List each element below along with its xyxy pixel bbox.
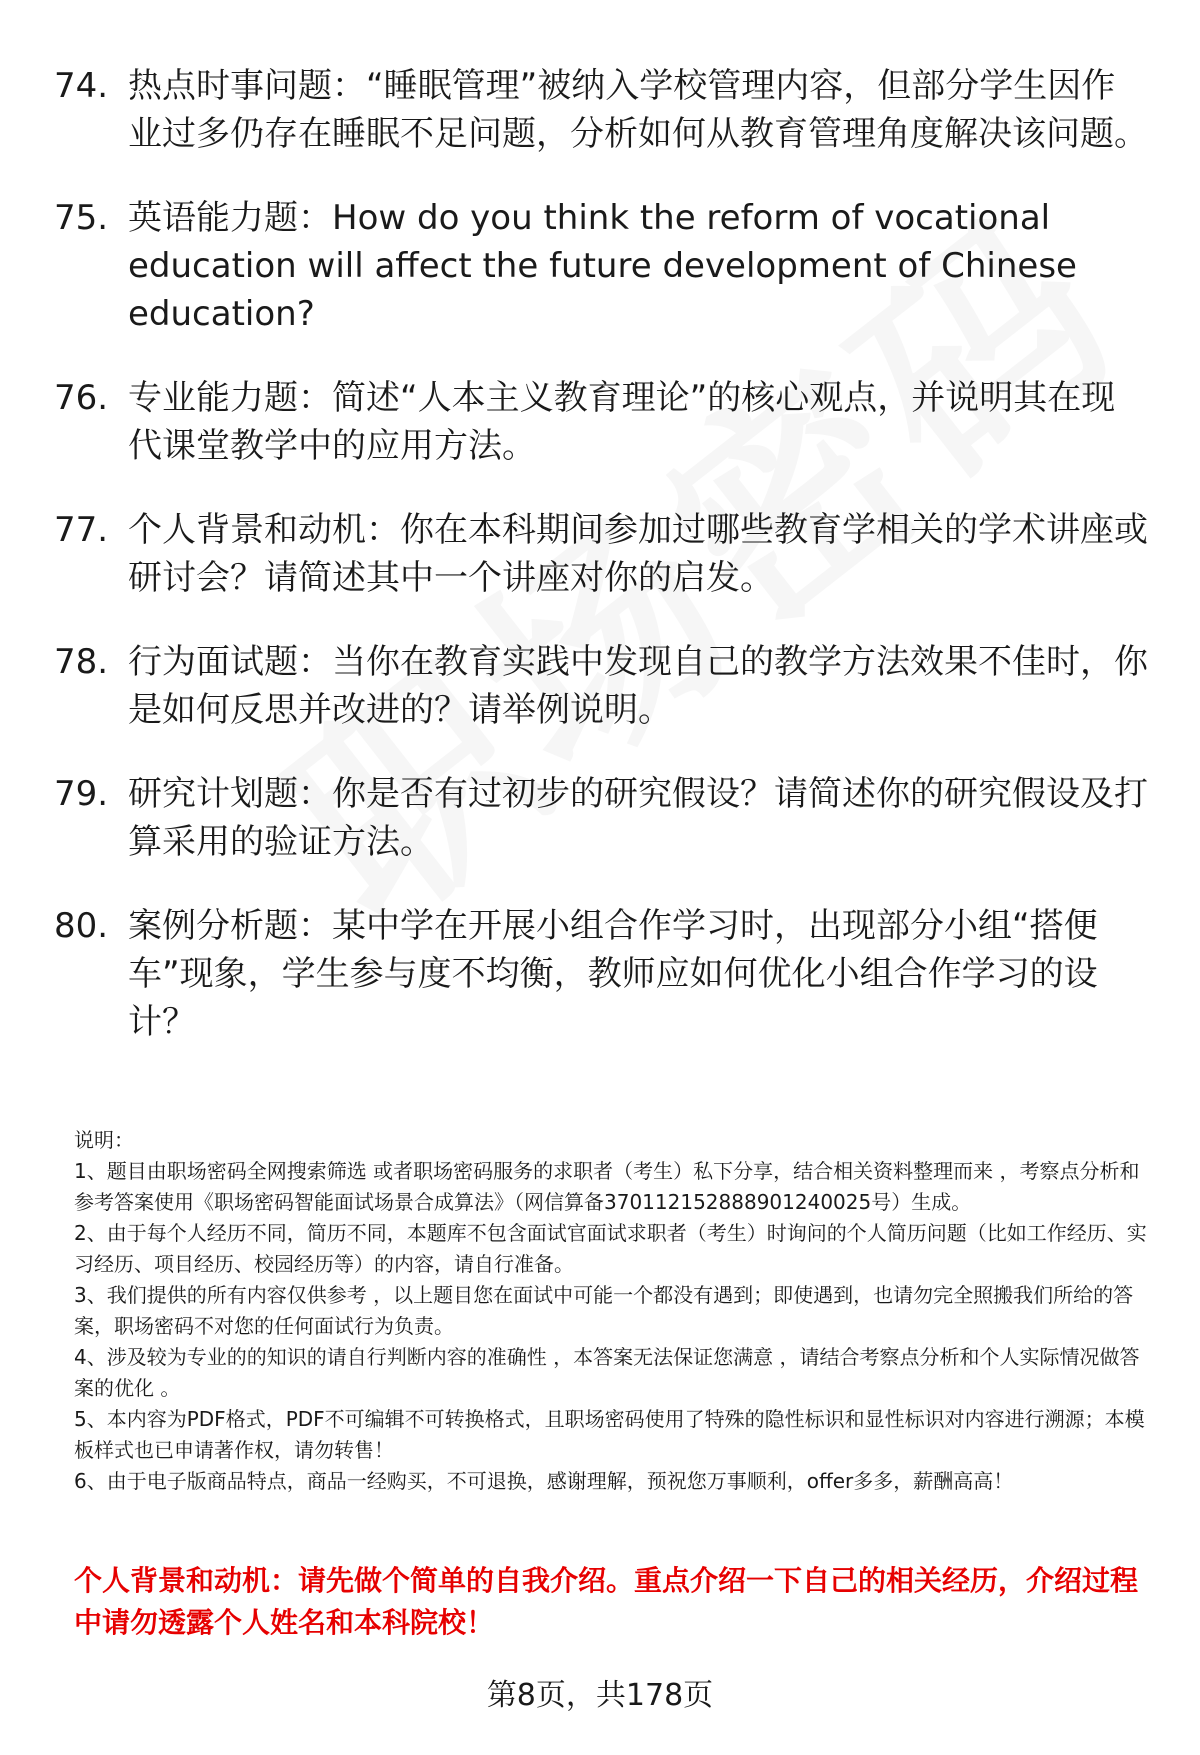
question-item (54, 638, 1154, 734)
question-text: 研究计划题：你是否有过初步的研究假设？请简述你的研究假设及打算采用的验证方法。 (128, 774, 1148, 862)
note-item: 5、本内容为PDF格式，PDF不可编辑不可转换格式，且职场密码使用了特殊的隐性标识和显性标识对内容进行溯源；本模板样式也已申请著作权，请勿转售！ (74, 1407, 1145, 1462)
question-item (54, 62, 1154, 158)
question-item (54, 374, 1154, 470)
note-item: 4、涉及较为专业的的知识的请自行判断内容的准确性 ，本答案无法保证您满意 ，请结合考察点分析和个人实际情况做答案的优化 。 (74, 1345, 1140, 1400)
question-text: 热点时事问题：“睡眠管理”被纳入学校管理内容，但部分学生因作业过多仍存在睡眠不足问题，分析如何从教育管理角度解决该问题。 (128, 66, 1148, 154)
question-text: 个人背景和动机：你在本科期间参加过哪些教育学相关的学术讲座或研讨会？请简述其中一个讲座对你的启发。 (128, 510, 1148, 598)
question-number: 78. (54, 642, 109, 682)
notes-section (74, 1125, 1154, 1497)
question-number: 75. (54, 198, 109, 238)
question-number: 76. (54, 378, 109, 418)
question-list (54, 62, 1154, 1082)
question-text: 英语能力题：How do you think the reform of vocational education will affect the future development of Chinese education? (128, 198, 1077, 334)
note-item: 6、由于电子版商品特点，商品一经购买，不可退换，感谢理解，预祝您万事顺利，offer多多，薪酬高高！ (74, 1469, 1014, 1493)
question-text: 专业能力题：简述“人本主义教育理论”的核心观点，并说明其在现代课堂教学中的应用方法。 (128, 378, 1116, 466)
question-number: 79. (54, 774, 109, 814)
question-text: 案例分析题：某中学在开展小组合作学习时，出现部分小组“搭便车”现象，学生参与度不均衡，教师应如何优化小组合作学习的设计？ (128, 906, 1098, 1042)
question-text: 行为面试题：当你在教育实践中发现自己的教学方法效果不佳时，你是如何反思并改进的？请举例说明。 (128, 642, 1148, 730)
note-item: 2、由于每个人经历不同，简历不同，本题库不包含面试官面试求职者（考生）时询问的个人简历问题（比如工作经历、实习经历、项目经历、校园经历等）的内容，请自行准备。 (74, 1221, 1147, 1276)
question-item (54, 194, 1154, 338)
question-number: 80. (54, 906, 109, 946)
question-item (54, 902, 1154, 1046)
note-item: 3、我们提供的所有内容仅供参考 ，以上题目您在面试中可能一个都没有遇到；即使遇到，也请勿完全照搬我们所给的答案，职场密码不对您的任何面试行为负责。 (74, 1283, 1134, 1338)
note-item: 1、题目由职场密码全网搜索筛选 或者职场密码服务的求职者（考生）私下分享，结合相关资料整理而来 ，考察点分析和参考答案使用《职场密码智能面试场景合成算法》（网信算备370112152888901240025号）生成。 (74, 1159, 1140, 1214)
highlight-question: 个人背景和动机：请先做个简单的自我介绍。重点介绍一下自己的相关经历，介绍过程中请勿透露个人姓名和本科院校！ (74, 1564, 1139, 1639)
question-number: 77. (54, 510, 109, 550)
question-item (54, 770, 1154, 866)
question-number: 74. (54, 66, 109, 106)
page-number: 第8页，共178页 (486, 1678, 714, 1713)
notes-heading: 说明： (74, 1128, 134, 1152)
question-item (54, 506, 1154, 602)
